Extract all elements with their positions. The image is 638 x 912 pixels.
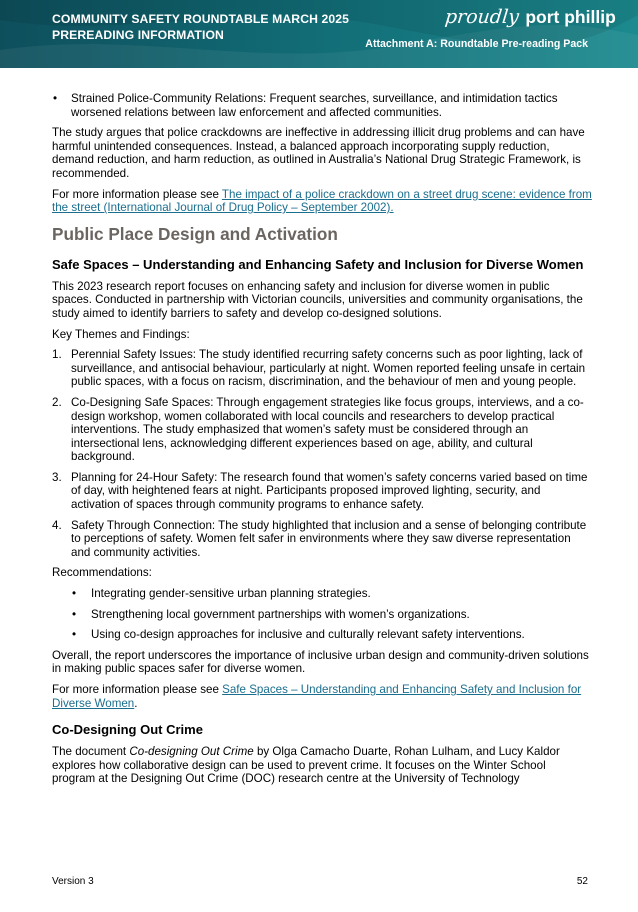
footer-page-number: 52 bbox=[576, 876, 588, 887]
codesign-text-rest: by Olga Camacho Duarte, Rohan Lulham, and Lucy Kaldor explores how collaborative design can be used to prevent crime. It focuses on the Winter School program at the Designing Out Crime (DOC) research centre at the University of Technology bbox=[52, 745, 560, 786]
list-item-text: Perennial Safety Issues: The study identified recurring safety concerns such as poor lighting, lack of surveillance, and antisocial behaviour, particularly at night. Women reported feeling unsafe in certain public spaces, with a focus on racism, discrimination, and the behaviour of men and young people. bbox=[71, 348, 586, 389]
codesign-text-prefix: The document bbox=[52, 745, 130, 759]
header-title-line2: PREREADING INFORMATION bbox=[52, 28, 224, 42]
header-title-line1: COMMUNITY SAFETY ROUNDTABLE MARCH 2025 bbox=[52, 12, 350, 26]
page-header bbox=[0, 0, 638, 68]
bullet-marker: • bbox=[72, 587, 77, 601]
list-number: 3. bbox=[52, 470, 62, 484]
paragraph: Overall, the report underscores the importance of inclusive urban design and community-driven solutions in making public spaces safer for diverse women. bbox=[52, 648, 589, 676]
port-phillip-logo bbox=[445, 6, 616, 34]
more-info-paragraph bbox=[52, 188, 592, 215]
list-item-text: Using co-design approaches for inclusive and culturally relevant safety interventions. bbox=[91, 628, 525, 642]
police-crackdown-link[interactable]: The impact of a police crackdown on a street drug scene: evidence from the street (International Journal of Drug Policy – September 2002). bbox=[52, 187, 592, 215]
list-item bbox=[52, 92, 592, 119]
key-themes-label: Key Themes and Findings: bbox=[52, 327, 190, 341]
list-item-text: Safety Through Connection: The study highlighted that inclusion and a sense of belonging contribute to perceptions of safety. Women felt safer in environments where they saw diverse representation and community activities. bbox=[71, 518, 587, 559]
more-info-prefix: For more information please see bbox=[52, 683, 223, 696]
more-info-paragraph bbox=[52, 683, 592, 710]
footer-version: Version 3 bbox=[52, 876, 94, 887]
bullet-marker: • bbox=[72, 607, 77, 621]
brand-script: proudly bbox=[443, 6, 521, 28]
list-item bbox=[52, 608, 592, 622]
safe-spaces-heading: Safe Spaces – Understanding and Enhancing Safety and Inclusion for Diverse Women bbox=[52, 256, 584, 272]
list-item-text: Planning for 24-Hour Safety: The research found that women’s safety concerns varied based on time of day, with heightened fears at night. Participants proposed improved lighting, security, and activation of spaces through community programs to enhance safety. bbox=[71, 470, 588, 512]
list-item-text: Strengthening local government partnerships with women’s organizations. bbox=[91, 607, 470, 621]
list-number: 2. bbox=[52, 395, 62, 409]
list-item bbox=[52, 519, 592, 560]
safe-spaces-link[interactable]: Safe Spaces – Understanding and Enhancing Safety and Inclusion for Diverse Women bbox=[52, 683, 582, 710]
paragraph: This 2023 research report focuses on enhancing safety and inclusion for diverse women in public spaces. Conducted in partnership with Victorian councils, universities and community organisations, the study aimed to identify barriers to safety and develop co-designed solutions. bbox=[52, 279, 583, 320]
recommendations-label: Recommendations: bbox=[52, 566, 152, 580]
more-info-prefix: For more information please see bbox=[52, 187, 222, 201]
list-item-text: Co-Designing Safe Spaces: Through engagement strategies like focus groups, interviews, and a co-design workshop, women collaborated with local councils and researchers to develop practical interventions. The study emphasized that women’s safety must be considered through an intersectional lens, acknowledging different experiences based on age, ability, and cultural background. bbox=[71, 395, 584, 464]
paragraph bbox=[52, 745, 592, 786]
bullet-marker: • bbox=[72, 628, 77, 642]
list-item bbox=[52, 471, 592, 512]
bullet-marker: • bbox=[53, 92, 58, 105]
list-item bbox=[52, 587, 592, 601]
list-number: 1. bbox=[52, 348, 62, 362]
codesign-document-title: Co-designing Out Crime bbox=[129, 745, 254, 759]
list-item bbox=[52, 396, 592, 464]
list-item bbox=[52, 628, 592, 642]
list-number: 4. bbox=[52, 518, 62, 532]
header-title bbox=[52, 11, 349, 43]
document-body bbox=[52, 92, 592, 793]
paragraph: The study argues that police crackdowns are ineffective in addressing illicit drug problems and can have harmful unintended consequences. Instead, a balanced approach incorporating supply reduction, demand reduction, and harm reduction, as outlined in Australia’s National Drug Strategic Framework, is recommended. bbox=[52, 126, 585, 180]
more-info-suffix: . bbox=[134, 696, 138, 710]
brand-name: port phillip bbox=[525, 7, 616, 27]
list-item-text: Integrating gender-sensitive urban planning strategies. bbox=[91, 587, 371, 601]
list-item bbox=[52, 348, 592, 389]
section-heading: Public Place Design and Activation bbox=[52, 223, 338, 244]
attachment-label: Attachment A: Roundtable Pre-reading Pack bbox=[365, 38, 588, 50]
codesign-heading: Co-Designing Out Crime bbox=[52, 722, 203, 738]
list-item-text: Strained Police-Community Relations: Frequent searches, surveillance, and intimidation tactics worsened relations between law enforcement and affected communities. bbox=[71, 92, 558, 119]
